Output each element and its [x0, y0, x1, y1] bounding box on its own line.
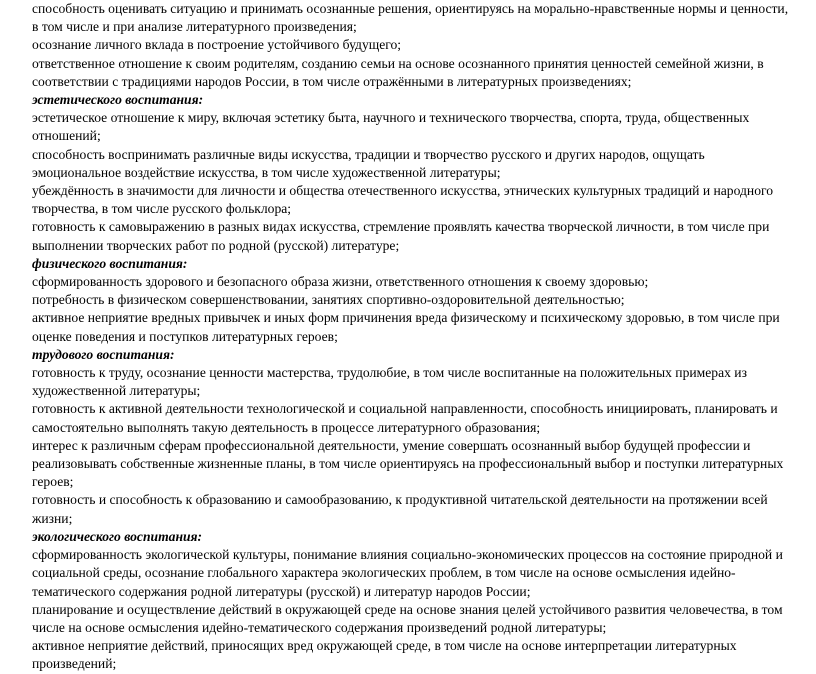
paragraph: активное неприятие действий, приносящих вред окружающей среде, в том числе на основе интерпретации литературных произведений; [32, 638, 737, 672]
paragraph: сформированность здорового и безопасного образа жизни, ответственного отношения к своему здоровью; [32, 274, 649, 290]
section-heading-ecological: экологического воспитания: [32, 528, 203, 544]
paragraph: ответственное отношение к своим родителям, созданию семьи на основе осознанного принятия ценностей семейной жизни, в соответствии с традициями народов России, в том числе отражёнными в литературных произведениях; [32, 55, 764, 89]
paragraph: способность оценивать ситуацию и принимать осознанные решения, ориентируясь на морально-нравственные нормы и ценности, в том числе и при анализе литературного произведения; [32, 1, 789, 35]
document-body [32, 0, 792, 674]
paragraph: потребность в физическом совершенствовании, занятиях спортивно-оздоровительной деятельностью; [32, 292, 625, 308]
paragraph: убеждённость в значимости для личности и общества отечественного искусства, этнических культурных традиций и народного творчества, в том числе русского фольклора; [32, 183, 774, 217]
paragraph: планирование и осуществление действий в окружающей среде на основе знания целей устойчивого развития человечества, в том числе на основе осмысления идейно-тематического содержания произведений родной литературы; [32, 601, 783, 635]
paragraph: эстетическое отношение к миру, включая эстетику быта, научного и технического творчества, спорта, труда, общественных отношений; [32, 110, 750, 144]
paragraph: активное неприятие вредных привычек и иных форм причинения вреда физическому и психическому здоровью, в том числе при оценке поведения и поступков литературных героев; [32, 310, 780, 344]
section-heading-physical: физического воспитания: [32, 255, 188, 271]
paragraph: сформированность экологической культуры, понимание влияния социально-экономических процессов на состояние природной и социальной среды, осознание глобального характера экологических проблем, в том числе на основе осмысления идейно-тематического содержания родной литературы (русской) и литератур народов России; [32, 547, 783, 599]
paragraph: интерес к различным сферам профессиональной деятельности, умение совершать осознанный выбор будущей профессии и реализовывать собственные жизненные планы, в том числе ориентируясь на профессиональный выбор и поступки литературных героев; [32, 437, 784, 490]
section-heading-labor: трудового воспитания: [32, 346, 175, 362]
paragraph: готовность к активной деятельности технологической и социальной направленности, способность инициировать, планировать и самостоятельно выполнять такую деятельность в процессе литературного образования; [32, 401, 778, 435]
paragraph: готовность к самовыражению в разных видах искусства, стремление проявлять качества творческой личности, в том числе при выполнении творческих работ по родной (русской) литературе; [32, 219, 770, 253]
paragraph: готовность к труду, осознание ценности мастерства, трудолюбие, в том числе воспитанные на положительных примерах из художественной литературы; [32, 365, 747, 399]
paragraph: осознание личного вклада в построение устойчивого будущего; [32, 37, 402, 53]
paragraph: готовность и способность к образованию и самообразованию, к продуктивной читательской деятельности на протяжении всей жизни; [32, 492, 768, 526]
paragraph: способность воспринимать различные виды искусства, традиции и творчество русского и других народов, ощущать эмоциональное воздействие искусства, в том числе художественной литературы; [32, 146, 705, 180]
section-heading-aesthetic: эстетического воспитания: [32, 92, 204, 108]
